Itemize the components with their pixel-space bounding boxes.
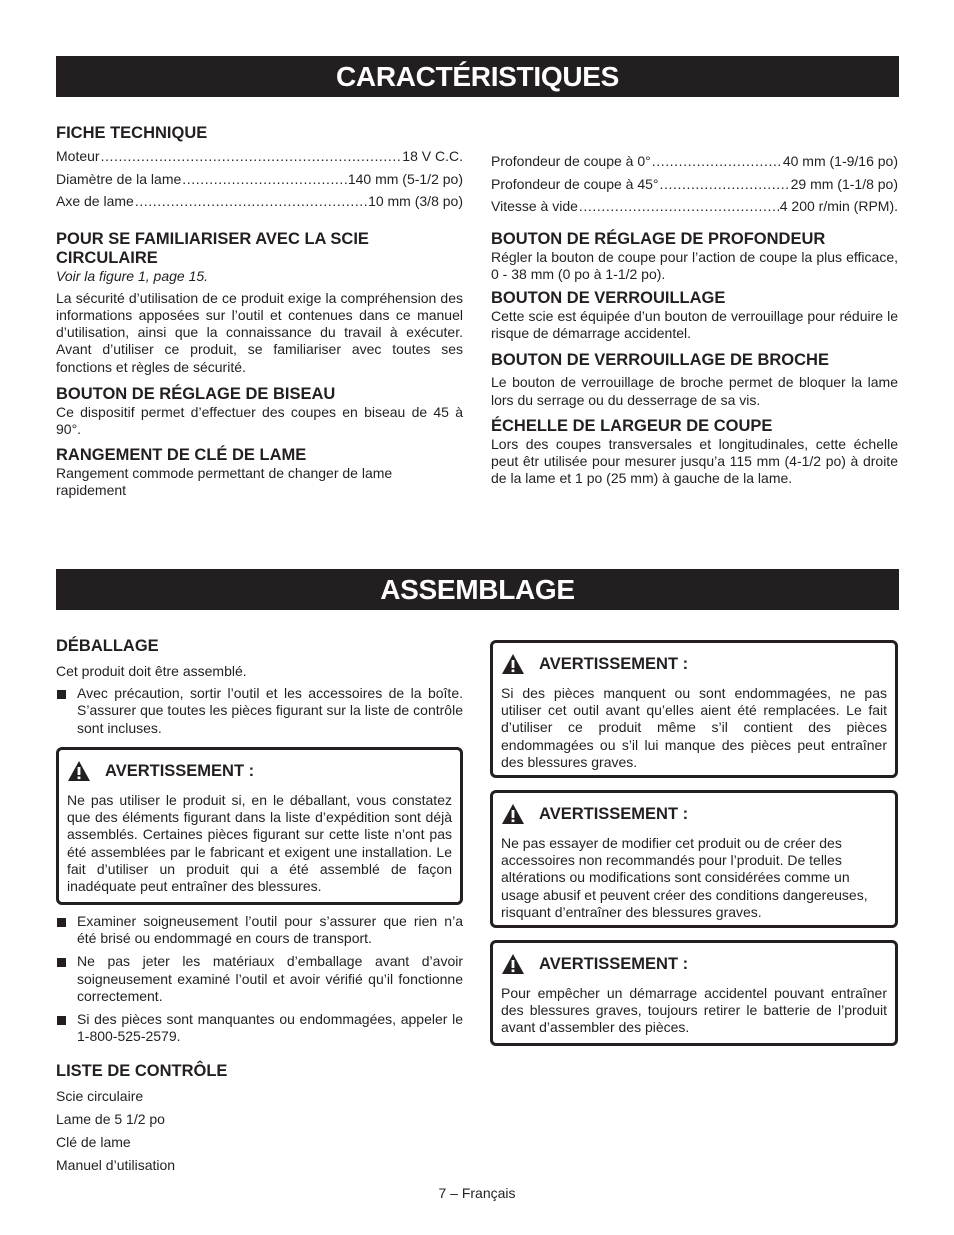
warning-header: [501, 793, 887, 835]
biseau-text: Ce dispositif permet d’effectuer des coupes en biseau de 45 à 90°.: [56, 403, 463, 437]
warning-triangle-icon: [501, 803, 525, 825]
profondeur-text: Régler la bouton de coupe pour l’action de coupe la plus efficace, 0 - 38 mm (0 po à 1-1/2 po).: [491, 248, 898, 282]
checklist: [56, 1085, 463, 1176]
spec-value: 10 mm (3/8 po): [368, 193, 463, 209]
warning-box-pieces: [490, 640, 898, 778]
warning-triangle-icon: [501, 953, 525, 975]
deballage-more-bullets: [56, 913, 463, 1177]
caracteristiques-banner: CARACTÉRISTIQUES: [56, 56, 899, 97]
caracteristiques-left-column: [56, 124, 463, 500]
spec-label: Diamètre de la lame: [56, 170, 182, 187]
verrouillage-text: Cette scie est équipée d’un bouton de verrouillage pour réduire le risque de démarrage accidentel.: [491, 307, 898, 342]
spec-row: [491, 173, 898, 196]
spec-row: [491, 150, 898, 173]
assemblage-left-column: [56, 637, 463, 737]
spec-value: 18 V C.C.: [402, 148, 463, 164]
page-footer: 7 – Français: [438, 1185, 516, 1201]
spec-label: Vitesse à vide: [491, 198, 578, 214]
spec-value: 40 mm (1-9/16 po): [782, 153, 898, 169]
profondeur-heading: BOUTON DE RÉGLAGE DE PROFONDEUR: [491, 229, 826, 248]
warning-text: Ne pas essayer de modifier cet produit ou de créer des accessoires non recommandés pour l’produit. De telles altérations ou modifications sont considérées comme un usage abusif et peuvent créer des conditions dangereuses, risquant d’entraîner des blessures graves.: [501, 835, 868, 920]
bullet-item: Examiner soigneusement l’outil pour s’assurer que rien n’a été brisé ou endommagé en cours de transport.: [56, 913, 463, 947]
spec-label: Profondeur de coupe à 0°: [491, 153, 651, 169]
deballage-heading: DÉBALLAGE: [56, 637, 159, 655]
familiariser-text: La sécurité d’utilisation de ce produit exige la compréhension des informations apposées sur l’outil et contenues dans ce manuel d’utilisation, ainsi que la connaissance du travail à exécuter. Avant d’utiliser ce produit, se familiariser avec toutes ses fonctions et règles de sécurité.: [56, 289, 463, 375]
spec-row: [56, 190, 463, 213]
rangement-text: Rangement commode permettant de changer de lame rapidement: [56, 465, 393, 499]
warning-box-batterie: [490, 940, 898, 1046]
bullet-item: Ne pas jeter les matériaux d’emballage avant d’avoir soigneusement examiné l’outil et avoir vérifié qu’il fonctionne correctement.: [56, 953, 463, 1005]
checklist-item: Manuel d’utilisation: [56, 1156, 176, 1173]
warning-box-modification: [490, 790, 898, 928]
spec-label: Profondeur de coupe à 45°: [491, 175, 659, 192]
warning-header: [501, 643, 887, 685]
warning-title: AVERTISSEMENT :: [539, 804, 689, 823]
fiche-technique-heading: FICHE TECHNIQUE: [56, 124, 208, 142]
warning-header: [501, 943, 887, 985]
spec-value: 140 mm (5-1/2 po): [347, 170, 463, 187]
broche-heading: BOUTON DE VERROUILLAGE DE BROCHE: [491, 351, 829, 370]
warning-triangle-icon: [501, 653, 525, 675]
spec-label: Axe de lame: [56, 193, 134, 209]
warning-title: AVERTISSEMENT :: [105, 761, 255, 780]
bullet-item: Avec précaution, sortir l’outil et les accessoires de la boîte. S’assurer que toutes les pièces figurant sur la liste de contrôle sont incluses.: [56, 685, 463, 737]
warning-header: [67, 750, 452, 792]
spec-row: [56, 168, 463, 191]
liste-controle-heading: LISTE DE CONTRÔLE: [56, 1062, 228, 1081]
checklist-item: Scie circulaire: [56, 1088, 144, 1105]
spec-row: [491, 195, 898, 218]
spec-list-left: [56, 145, 463, 213]
spec-value: 29 mm (1-1/8 po): [790, 175, 898, 192]
warning-text: Pour empêcher un démarrage accidentel pouvant entraîner des blessures graves, toujours retirer le batterie de l’produit avant d’assembler des pièces.: [501, 985, 887, 1036]
warning-title: AVERTISSEMENT :: [539, 954, 689, 973]
warning-triangle-icon: [67, 760, 91, 782]
assemblage-banner: ASSEMBLAGE: [56, 569, 899, 610]
spec-row: [56, 145, 463, 168]
familiariser-heading: POUR SE FAMILIARISER AVEC LA SCIE CIRCULAIRE: [56, 229, 369, 267]
broche-text: Le bouton de verrouillage de broche permet de bloquer la lame lors du serrage ou du desserrage de sa vis.: [491, 374, 898, 408]
biseau-heading: BOUTON DE RÉGLAGE DE BISEAU: [56, 384, 336, 403]
warning-text: Ne pas utiliser le produit si, en le déballant, vous constatez que des éléments figurant dans la liste d’expédition sont déjà assemblés. Certaines pièces figurant sur cette liste n’ont pas été assemblées par le fabricant et exigent une installation. Le fait d’utiliser un produit qui a été assemblé de façon inadéquate peut entraîner des blessures.: [67, 792, 452, 895]
figure-reference: Voir la figure 1, page 15.: [56, 267, 209, 284]
verrouillage-heading: BOUTON DE VERROUILLAGE: [491, 288, 726, 307]
rangement-heading: RANGEMENT DE CLÉ DE LAME: [56, 446, 307, 465]
echelle-text: Lors des coupes transversales et longitudinales, cette échelle peut êtr utilisée pour mesurer jusqu’a 115 mm (4-1/2 po) à droite de la lame et 1 po (25 mm) à gauche de la lame.: [491, 435, 898, 487]
warning-text: Si des pièces manquent ou sont endommagées, ne pas utiliser cet outil avant qu’elles aient été remplacées. Le fait d’utiliser ce produit même s’il contient des pièces endommagées ou s’il lui manque des pièces peut entraîner des blessures graves.: [501, 685, 887, 770]
deballage-intro: Cet produit doit être assemblé.: [56, 663, 247, 679]
caracteristiques-right-column: [491, 150, 898, 487]
warning-box-deballage: [56, 747, 463, 905]
checklist-item: Lame de 5 1/2 po: [56, 1111, 165, 1128]
warning-title: AVERTISSEMENT :: [539, 654, 689, 673]
bullet-item: Si des pièces sont manquantes ou endommagées, appeler le 1-800-525-2579.: [56, 1011, 463, 1045]
echelle-heading: ÉCHELLE DE LARGEUR DE COUPE: [491, 416, 773, 435]
spec-value: 4 200 r/min (RPM).: [779, 198, 898, 214]
spec-list-right: [491, 150, 898, 218]
checklist-item: Clé de lame: [56, 1134, 131, 1151]
spec-label: Moteur: [56, 148, 100, 164]
